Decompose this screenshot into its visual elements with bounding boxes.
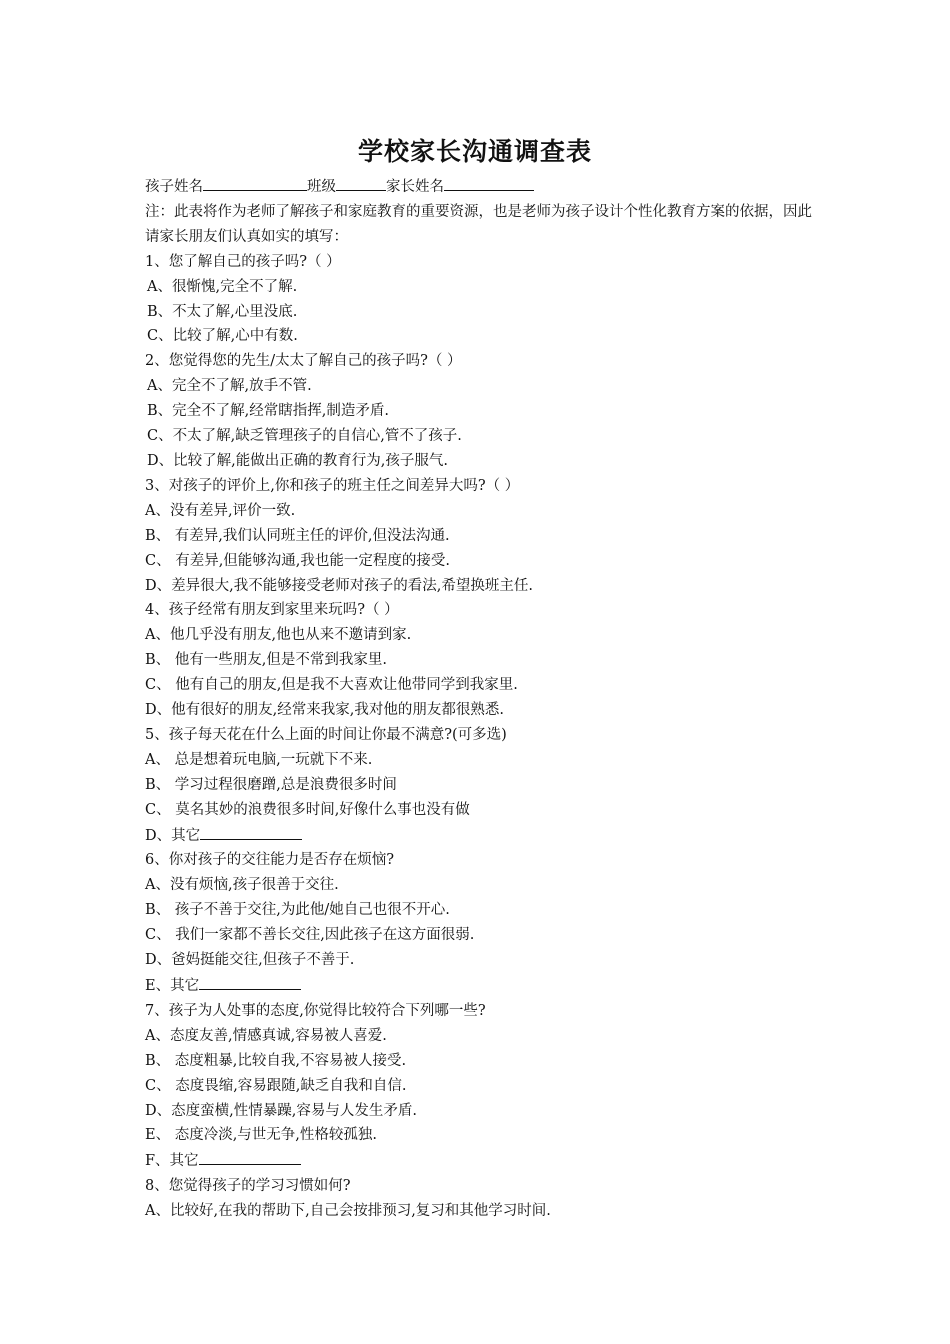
option-7e: E、 态度冷淡,与世无争,性格较孤独. (145, 1127, 378, 1144)
question-5: 5、孩子每天花在什么上面的时间让你最不满意?(可多选) (145, 726, 507, 743)
option-7a: A、态度友善,情感真诚,容易被人喜爱. (145, 1027, 387, 1044)
option-1a: A、很惭愧,完全不了解. (147, 278, 298, 295)
question-8: 8、您觉得孩子的学习习惯如何? (145, 1178, 351, 1195)
option-4a: A、他几乎没有朋友,他也从来不邀请到家. (145, 627, 412, 644)
option-7d: D、态度蛮横,性情暴躁,容易与人发生矛盾. (145, 1102, 417, 1119)
option-4b: B、 他有一些朋友,但是不常到我家里. (145, 652, 387, 669)
survey-body (145, 174, 825, 1224)
option-2a: A、完全不了解,放手不管. (147, 378, 312, 395)
child-name-label: 孩子姓名 (145, 179, 203, 195)
option-1c: C、比较了解,心中有数. (147, 328, 298, 345)
option-8a: A、比较好,在我的帮助下,自己会按排预习,复习和其他学习时间. (145, 1203, 551, 1220)
question-2: 2、您觉得您的先生/太太了解自己的孩子吗?（ ） (145, 353, 462, 370)
class-blank[interactable] (336, 174, 386, 191)
option-4d: D、他有很好的朋友,经常来我家,我对他的朋友都很熟悉. (145, 702, 504, 719)
other-blank-5[interactable] (200, 823, 302, 840)
option-5a: A、 总是想着玩电脑,一玩就下不来. (145, 751, 373, 768)
class-label: 班级 (307, 179, 336, 195)
other-blank-7[interactable] (199, 1148, 301, 1165)
option-1b: B、不太了解,心里没底. (147, 303, 298, 320)
option-2b: B、完全不了解,经常瞎指挥,制造矛盾. (147, 403, 389, 420)
info-line (145, 174, 825, 200)
question-6: 6、你对孩子的交往能力是否存在烦恼? (145, 852, 394, 869)
option-5c: C、 莫名其妙的浪费很多时间,好像什么事也没有做 (145, 801, 470, 818)
question-1: 1、您了解自己的孩子吗?（ ） (145, 253, 341, 270)
option-3a: A、没有差异,评价一致. (145, 502, 296, 519)
option-2d: D、比较了解,能做出正确的教育行为,孩子服气. (147, 452, 448, 469)
question-4: 4、孩子经常有朋友到家里来玩吗?（ ） (145, 602, 399, 619)
option-6a: A、没有烦恼,孩子很善于交往. (145, 877, 339, 894)
option-7b: B、 态度粗暴,比较自我,不容易被人接受. (145, 1052, 407, 1069)
option-6b: B、 孩子不善于交往,为此他/她自己也很不开心. (145, 902, 450, 919)
option-5d-row (145, 823, 825, 849)
other-blank-6[interactable] (199, 973, 301, 990)
option-3b: B、 有差异,我们认同班主任的评价,但没法沟通. (145, 527, 450, 544)
child-name-blank[interactable] (203, 174, 307, 191)
option-3c: C、 有差异,但能够沟通,我也能一定程度的接受. (145, 552, 451, 569)
question-7: 7、孩子为人处事的态度,你觉得比较符合下列哪一些? (145, 1002, 486, 1019)
option-3d: D、差异很大,我不能够接受老师对孩子的看法,希望换班主任. (145, 577, 533, 594)
option-6d: D、爸妈挺能交往,但孩子不善于. (145, 952, 355, 969)
option-4c: C、 他有自己的朋友,但是我不大喜欢让他带同学到我家里. (145, 677, 518, 694)
parent-name-blank[interactable] (444, 174, 534, 191)
option-2c: C、不太了解,缺乏管理孩子的自信心,管不了孩子. (147, 428, 462, 445)
question-3: 3、对孩子的评价上,你和孩子的班主任之间差异大吗?（ ） (145, 477, 520, 494)
parent-name-label: 家长姓名 (386, 179, 444, 195)
option-7f-row (145, 1148, 825, 1174)
option-5b: B、 学习过程很磨蹭,总是浪费很多时间 (145, 776, 397, 793)
option-7c: C、 态度畏缩,容易跟随,缺乏自我和自信. (145, 1077, 407, 1094)
note-text: 注：此表将作为老师了解孩子和家庭教育的重要资源，也是老师为孩子设计个性化教育方案的依据，因此请家长朋友们认真如实的填写： (145, 203, 812, 245)
option-5d: D、其它 (145, 827, 201, 844)
page-title: 学校家长沟通调查表 (357, 137, 592, 166)
option-6e-row (145, 973, 825, 999)
option-6e: E、其它 (145, 978, 200, 994)
option-6c: C、 我们一家都不善长交往,因此孩子在这方面很弱. (145, 927, 475, 944)
option-7f: F、其它 (145, 1153, 199, 1170)
